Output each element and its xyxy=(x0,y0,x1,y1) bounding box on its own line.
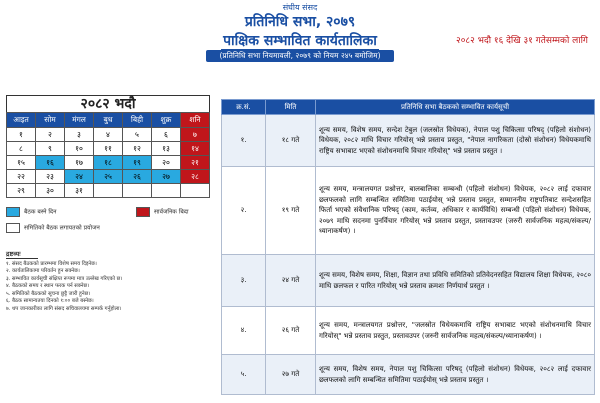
notes-heading: द्रष्टव्यः xyxy=(6,251,38,259)
note-item: ६. बैठक सामान्यतया दिनको १:०० बजे बस्नेछ। xyxy=(6,298,94,304)
calendar-day: १३ xyxy=(152,142,181,156)
calendar-day: ४ xyxy=(94,128,123,142)
calendar-day: २९ xyxy=(7,184,36,198)
date-cell: २७ गते xyxy=(266,355,316,395)
agenda-cell: शून्य समय, मन्त्रालयगत प्रश्नोत्तर, बालबालिका सम्बन्धी (पहिलो संशोधन) विधेयक, २०८२ लाई दफावार छलफलको लागि सम्बन्धित समितिमा पठाईयोस् भन्ने प्रस्ताव प्रस्तुत, सम्माननीय राष्ट्रपतिबाट सन्देशसहित फिर्ता भएको संवैधानिक परिषद् (काम, कर्तव्य, अधिकार र कार्यविधि) सम्बन्धी (पहिलो संशोधन) विधेयक, २०७९ माथि सदनमा पुनर्विचार गरियोस् भन्ने प्रस्ताव प्रस्तुत, प्रस्तावउपर (जरुरी सार्वजनिक महत्व/संकल्प/ध्यानाकर्षण) । xyxy=(316,167,595,255)
notes-section xyxy=(6,251,216,313)
agenda-cell: शून्य समय, विशेष समय, शिक्षा, विज्ञान तथा प्रविधि समितिको प्रतिवेदनसहित विद्यालय शिक्षा विधेयक, २०८० माथि छलफल र पारित गरियोस् भन्ने प्रस्ताव क्रमशः निर्णयार्थ प्रस्तुत । xyxy=(316,255,595,307)
calendar-day: १८ xyxy=(94,156,123,170)
legend-other: समितिको बैठक लगायतको प्रयोजन xyxy=(6,223,100,233)
weekday-header: मंगल xyxy=(65,113,94,128)
rule-reference: (प्रतिनिधि सभा नियमावली, २०७९ को नियम २४५ बमोजिम) xyxy=(206,50,394,62)
calendar-day: १ xyxy=(7,128,36,142)
calendar-day: ६ xyxy=(152,128,181,142)
calendar-day: २२ xyxy=(7,170,36,184)
agenda-row xyxy=(222,115,595,167)
serial-cell: ३. xyxy=(222,255,266,307)
calendar-day: ७ xyxy=(181,128,210,142)
calendar-day xyxy=(181,184,210,198)
weekday-header: सोम xyxy=(36,113,65,128)
calendar-day: ३१ xyxy=(65,184,94,198)
agenda-row xyxy=(222,167,595,255)
calendar-day xyxy=(94,184,123,198)
weekday-header: शनि xyxy=(181,113,210,128)
col-date: मिति xyxy=(266,100,316,115)
calendar-day: १९ xyxy=(123,156,152,170)
calendar-day: ८ xyxy=(7,142,36,156)
calendar-day: ११ xyxy=(94,142,123,156)
agenda-row xyxy=(222,307,595,355)
weekday-header: शुक्र xyxy=(152,113,181,128)
date-cell: २४ गते xyxy=(266,255,316,307)
calendar-day: २ xyxy=(36,128,65,142)
date-cell: २६ गते xyxy=(266,307,316,355)
calendar-grid xyxy=(6,112,210,198)
calendar-day: २५ xyxy=(94,170,123,184)
calendar-day: १५ xyxy=(7,156,36,170)
note-item: ७. थप जानकारीका लागि संसद सचिवालयमा सम्पर्क गर्नुहोला। xyxy=(6,305,122,312)
serial-cell: २. xyxy=(222,167,266,255)
calendar-day: ३ xyxy=(65,128,94,142)
month-calendar xyxy=(6,95,210,198)
calendar-week xyxy=(7,170,210,184)
schedule-title: पाक्षिक सम्भावित कार्यतालिका xyxy=(223,33,377,49)
date-range: २०८२ भदौ १६ देखि ३१ गतेसम्मको लागि xyxy=(456,36,588,46)
calendar-day: १४ xyxy=(181,142,210,156)
calendar-day: २८ xyxy=(181,170,210,184)
agenda-cell: शून्य समय, विशेष समय, सन्देश टेबुल (जलस्रोत विधेयक), नेपाल पशु चिकित्सा परिषद् (पहिलो संशोधन) विधेयक, २०८२ माथि विचार गरियोस् भन्ने प्रस्ताव प्रस्तुत, "नेपाल नागरिकता (दोस्रो संशोधन) विधेयकमाथि राष्ट्रिय सभाबाट भएको संशोधनमाथि विचार गरियोस्" भन्ने प्रस्ताव प्रस्तुत । xyxy=(316,115,595,167)
agenda-table xyxy=(221,99,595,395)
note-item: २. कार्यतालिकामा परिवर्तन हुन सक्नेछ। xyxy=(6,268,80,274)
calendar-day: १० xyxy=(65,142,94,156)
agenda-cell: शून्य समय, विशेष समय, नेपाल पशु चिकित्सा परिषद् (पहिलो संशोधन) विधेयक, २०८२ लाई दफावार छलफलको लागि सम्बन्धित समितिमा पठाईयोस् भन्ने प्रस्ताव प्रस्तुत । xyxy=(316,355,595,395)
calendar-day: १२ xyxy=(123,142,152,156)
agenda-cell: शून्य समय, मन्त्रालयगत प्रश्नोत्तर, "जलस्रोत विधेयकमाथि राष्ट्रिय सभाबाट भएको संशोधनमाथि विचार गरियोस्" भन्ने प्रस्ताव प्रस्तुत, प्रस्तावउपर (जरुरी सार्वजनिक महत्व/संकल्प/ध्यानाकर्षण) । xyxy=(316,307,595,355)
calendar-day: ९ xyxy=(36,142,65,156)
calendar-day: २४ xyxy=(65,170,94,184)
house-title: प्रतिनिधि सभा, २०७९ xyxy=(244,14,356,30)
weekday-header: आइत xyxy=(7,113,36,128)
col-serial: क्र.सं. xyxy=(222,100,266,115)
calendar-day xyxy=(152,184,181,198)
date-cell: १८ गते xyxy=(266,115,316,167)
weekday-header: बिही xyxy=(123,113,152,128)
serial-cell: ५. xyxy=(222,355,266,395)
calendar-day: ३० xyxy=(36,184,65,198)
date-cell: १९ गते xyxy=(266,167,316,255)
calendar-day: २६ xyxy=(123,170,152,184)
weekday-header: बुध xyxy=(94,113,123,128)
calendar-day: १६ xyxy=(36,156,65,170)
parliament-name: संघीय संसद xyxy=(282,3,318,12)
calendar-day: २७ xyxy=(152,170,181,184)
agenda-row xyxy=(222,355,595,395)
legend-meeting: बैठक बस्ने दिन xyxy=(6,207,56,217)
agenda-row xyxy=(222,255,595,307)
note-item: ५. समितिको बैठकको सूचना छुट्टै जारी हुनेछ। xyxy=(6,290,91,297)
legend-holiday: सार्वजनिक बिदा xyxy=(136,207,189,217)
serial-cell: १. xyxy=(222,115,266,167)
calendar-day: २३ xyxy=(36,170,65,184)
serial-cell: ४. xyxy=(222,307,266,355)
calendar-day: ५ xyxy=(123,128,152,142)
calendar-week xyxy=(7,156,210,170)
col-agenda: प्रतिनिधि सभा बैठकको सम्भावित कार्यसूची xyxy=(316,100,595,115)
calendar-day: १७ xyxy=(65,156,94,170)
note-item: ४. बैठकको समय र स्थान फरक पर्न सक्नेछ। xyxy=(6,283,90,289)
note-item: १. संसद बैठकको प्रारम्भमा विशेष समय दिइनेछ। xyxy=(6,260,97,267)
calendar-week xyxy=(7,184,210,198)
calendar-title: २०८२ भदौ xyxy=(6,95,210,112)
calendar-day: २१ xyxy=(181,156,210,170)
page-header xyxy=(0,0,600,78)
note-item: ३. सम्भावित कार्यसूची संक्षिप्त रूपमा मात्र उल्लेख गरिएको छ। xyxy=(6,275,123,282)
calendar-week xyxy=(7,142,210,156)
calendar-day xyxy=(123,184,152,198)
calendar-week xyxy=(7,128,210,142)
calendar-day: २० xyxy=(152,156,181,170)
